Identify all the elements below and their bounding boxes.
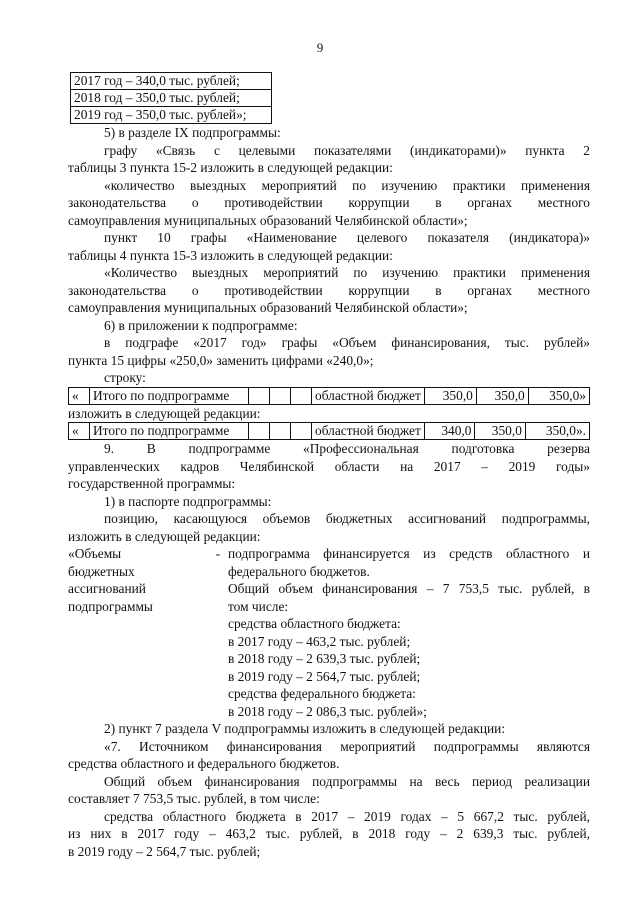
paragraph: государственной программы: xyxy=(68,476,236,491)
cell-source: областной бюджет xyxy=(312,387,425,404)
passport-value-line: в 2019 году – 2 564,7 тыс. рублей; xyxy=(228,668,421,684)
document-body xyxy=(68,72,590,860)
cell-value-2017: 340,0 xyxy=(425,423,475,440)
year-amounts-table xyxy=(70,72,272,124)
cell-empty xyxy=(291,423,312,440)
cell-empty xyxy=(249,423,270,440)
paragraph: в 2019 году – 2 564,7 тыс. рублей; xyxy=(68,843,261,859)
passport-budget-position xyxy=(68,545,590,720)
table-row xyxy=(69,423,590,440)
paragraph: «Количество выездных мероприятий по изучению практики применения xyxy=(104,265,590,280)
paragraph: в подграфе «2017 год» графы «Объем финансирования, тыс. рублей» xyxy=(104,335,590,350)
cell-value-2019: 350,0» xyxy=(528,387,589,404)
page-number: 9 xyxy=(316,40,324,55)
paragraph: графу «Связь с целевыми показателями (индикаторами)» пункта 2 xyxy=(104,142,590,158)
paragraph: законодательства о противодействии коррупции в органах местного xyxy=(68,282,590,298)
passport-value-line: средства федерального бюджета: xyxy=(228,686,416,701)
paragraph: самоуправления муниципальных образований Челябинской области»; xyxy=(68,300,468,315)
paragraph: «7. Источником финансирования мероприятий подпрограммы являются xyxy=(104,738,590,754)
cell-empty xyxy=(291,387,312,404)
paragraph: средства областного бюджета в 2017 – 2019 годах – 5 667,2 тыс. рублей, xyxy=(104,808,590,824)
passport-value-line: том числе: xyxy=(228,598,289,614)
year-amount-2019: 2019 год – 350,0 тыс. рублей»; xyxy=(71,107,272,124)
passport-value-line: в 2018 году – 2 639,3 тыс. рублей; xyxy=(228,651,421,666)
paragraph: Общий объем финансирования подпрограммы на весь период реализации xyxy=(104,773,590,789)
cell-value-2019: 350,0». xyxy=(525,423,589,440)
passport-dash: - xyxy=(215,546,221,561)
old-total-row-table xyxy=(68,387,590,405)
paragraph: пункт 10 графы «Наименование целевого показателя (индикатора)» xyxy=(104,230,590,245)
paragraph: 6) в приложении к подпрограмме: xyxy=(104,317,298,333)
cell-empty xyxy=(249,387,270,404)
passport-label xyxy=(68,545,208,720)
paragraph: самоуправления муниципальных образований Челябинской области»; xyxy=(68,212,468,228)
paragraph: строку: xyxy=(104,370,146,385)
passport-label-line: «Объемы xyxy=(68,546,122,561)
paragraph: пункта 15 цифры «250,0» заменить цифрами «240,0»; xyxy=(68,352,374,368)
paragraph: из них в 2017 году – 463,2 тыс. рублей, в 2018 году – 2 639,3 тыс. рублей, xyxy=(68,826,590,841)
year-amount-2018: 2018 год – 350,0 тыс. рублей; xyxy=(71,90,272,107)
passport-value-line: средства областного бюджета: xyxy=(228,616,401,631)
paragraph: средства областного и федерального бюджетов. xyxy=(68,756,340,771)
passport-value-line: федерального бюджетов. xyxy=(228,563,370,579)
table-row xyxy=(71,107,272,124)
cell-name: Итого по подпрограмме xyxy=(90,387,249,404)
passport-value-line: подпрограмма финансируется из средств областного и xyxy=(228,546,590,561)
paragraph: 1) в паспорте подпрограммы: xyxy=(104,493,272,509)
paragraph: позицию, касающуюся объемов бюджетных ассигнований подпрограммы, xyxy=(104,511,590,526)
new-total-row-table xyxy=(68,422,590,440)
cell-empty xyxy=(270,423,291,440)
paragraph: составляет 7 753,5 тыс. рублей, в том числе: xyxy=(68,791,320,806)
table-row xyxy=(69,387,590,404)
passport-value xyxy=(228,545,590,720)
cell-value-2018: 350,0 xyxy=(475,423,525,440)
cell-value-2018: 350,0 xyxy=(476,387,528,404)
table-row xyxy=(71,73,272,90)
paragraph: таблицы 4 пункта 15-3 изложить в следующей редакции: xyxy=(68,247,393,263)
passport-value-line: в 2018 году – 2 086,3 тыс. рублей»; xyxy=(228,703,427,719)
passport-label-line: бюджетных xyxy=(68,563,135,579)
cell-empty xyxy=(270,387,291,404)
table-row xyxy=(71,90,272,107)
passport-value-line: Общий объем финансирования – 7 753,5 тыс. рублей, в xyxy=(228,581,590,596)
paragraph: «количество выездных мероприятий по изучению практики применения xyxy=(104,177,590,193)
paragraph: 2) пункт 7 раздела V подпрограммы изложить в следующей редакции: xyxy=(104,721,506,736)
paragraph: законодательства о противодействии коррупции в органах местного xyxy=(68,195,590,210)
cell-source: областной бюджет xyxy=(312,423,425,440)
passport-label-line: подпрограммы xyxy=(68,598,153,614)
cell-value-2017: 350,0 xyxy=(425,387,477,404)
paragraph: управленческих кадров Челябинской области на 2017 – 2019 годы» xyxy=(68,458,590,474)
cell-quote: « xyxy=(69,423,90,440)
paragraph: таблицы 3 пункта 15-2 изложить в следующей редакции: xyxy=(68,160,393,175)
paragraph: изложить в следующей редакции: xyxy=(68,528,261,544)
cell-quote: « xyxy=(69,387,90,404)
paragraph: изложить в следующей редакции: xyxy=(68,405,261,421)
passport-value-line: в 2017 году – 463,2 тыс. рублей; xyxy=(228,633,411,649)
passport-label-line: ассигнований xyxy=(68,581,146,596)
paragraph: 9. В подпрограмме «Профессиональная подготовка резерва xyxy=(104,441,590,456)
paragraph: 5) в разделе IX подпрограммы: xyxy=(104,125,281,140)
year-amount-2017: 2017 год – 340,0 тыс. рублей; xyxy=(71,73,272,90)
cell-name: Итого по подпрограмме xyxy=(90,423,249,440)
